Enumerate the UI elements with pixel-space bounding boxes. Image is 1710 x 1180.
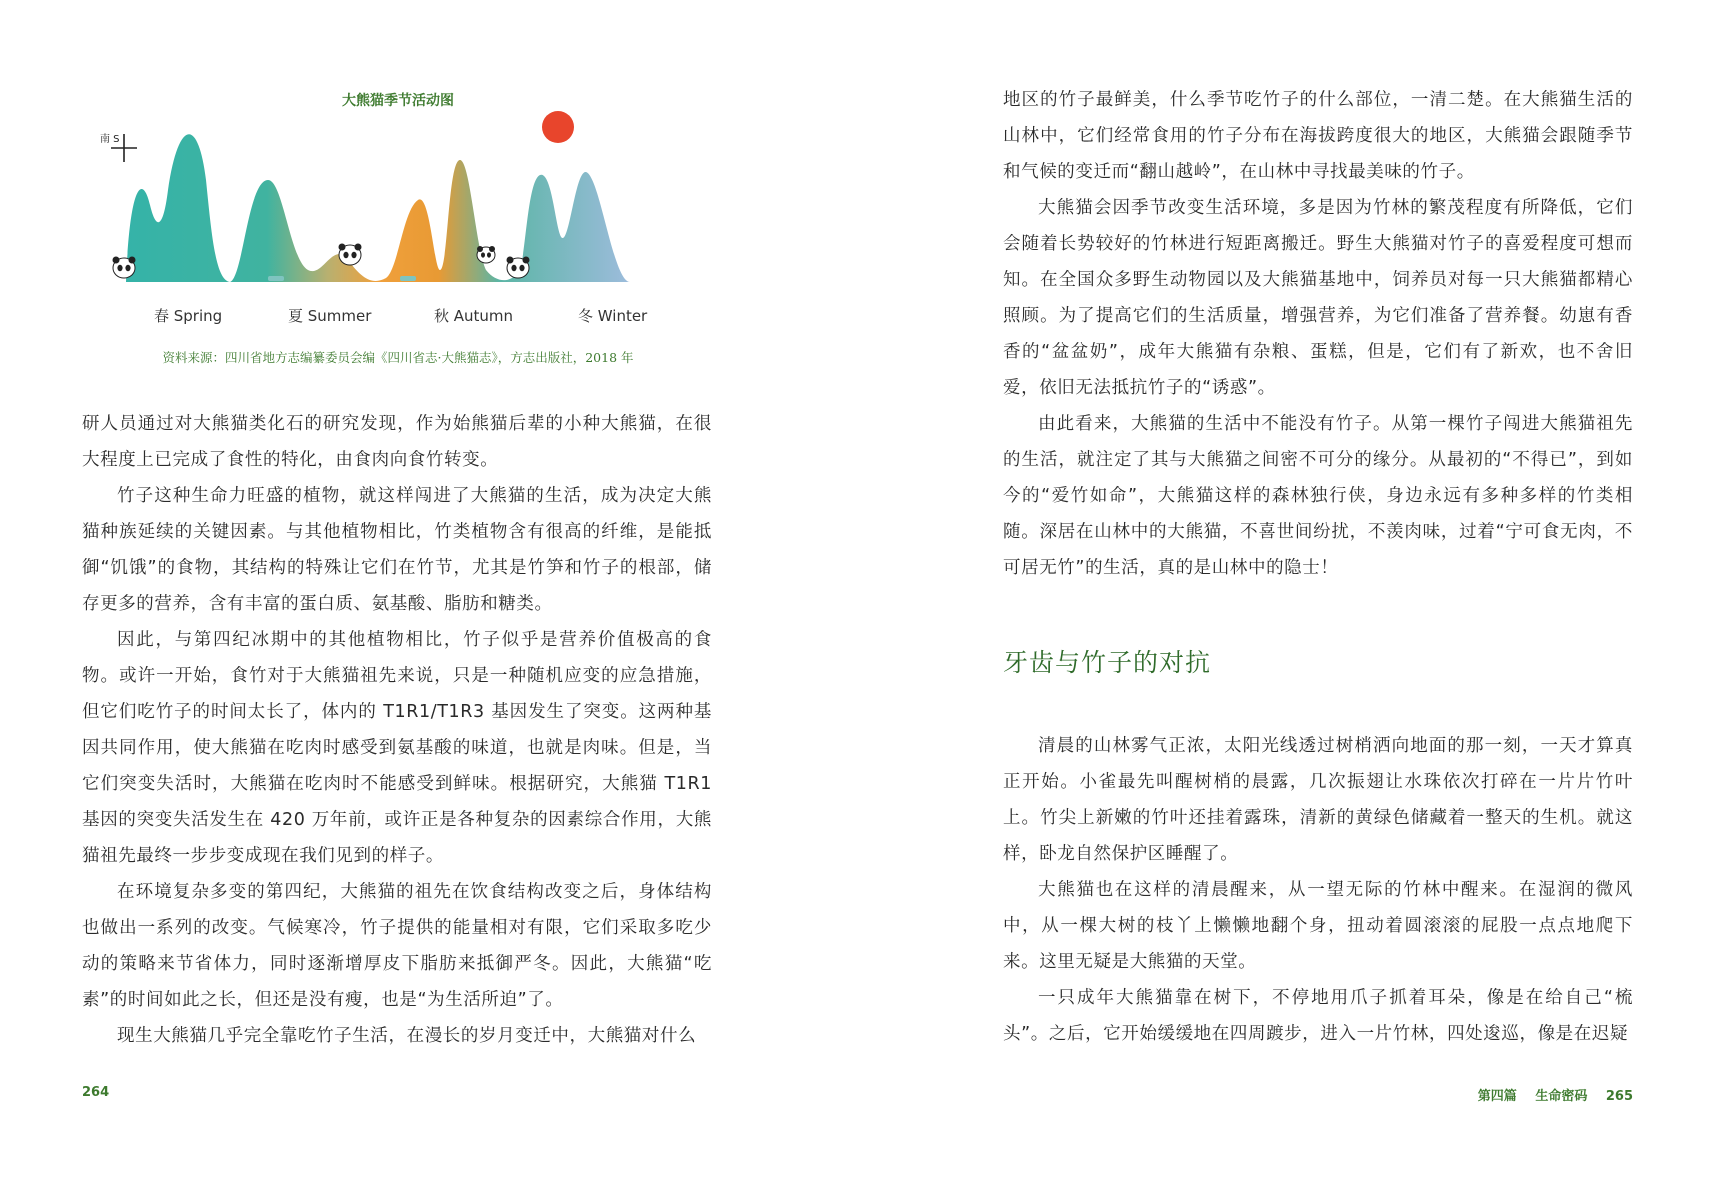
- paragraph: 地区的竹子最鲜美，什么季节吃竹子的什么部位，一清二楚。在大熊猫生活的山林中，它们经常食用的竹子分布在海拔跨度很大的地区，大熊猫会跟随季节和气候的变迁而“翻山越岭”，在山林中寻找最美味的竹子。: [1003, 90, 1633, 182]
- season-labels: [108, 305, 688, 329]
- chapter-label: 生命密码: [1535, 1089, 1588, 1104]
- figure-title: 大熊猫季节活动图: [342, 93, 454, 109]
- paragraph: 清晨的山林雾气正浓，太阳光线透过树梢洒向地面的那一刻，一天才算真正开始。小雀最先叫醒树梢的晨露，几次振翅让水珠依次打碎在一片片竹叶上。竹尖上新嫩的竹叶还挂着露珠，清新的黄绿色储藏着一整天的生机。就这样，卧龙自然保护区睡醒了。: [1003, 736, 1633, 864]
- paragraph: 由此看来，大熊猫的生活中不能没有竹子。从第一棵竹子闯进大熊猫祖先的生活，就注定了其与大熊猫之间密不可分的缘分。从最初的“不得已”，到如今的“爱竹如命”，大熊猫这样的森林独行侠，身边永远有多种多样的竹类相随。深居在山林中的大熊猫，不喜世间纷扰，不羡肉味，过着“宁可食无肉，不可居无竹”的生活，真的是山林中的隐士！: [1003, 414, 1633, 578]
- section-heading: 牙齿与竹子的对抗: [1003, 648, 1212, 677]
- sun-icon: [542, 111, 574, 143]
- panda-icon: [477, 246, 495, 263]
- paragraph: 研人员通过对大熊猫类化石的研究发现，作为始熊猫后辈的小种大熊猫，在很大程度上已完成了食性的特化，由食肉向食竹转变。: [82, 414, 712, 470]
- paragraph: 因此，与第四纪冰期中的其他植物相比，竹子似乎是营养价值极高的食物。或许一开始，食竹对于大熊猫祖先来说，只是一种随机应变的应急措施，但它们吃竹子的时间太长了，体内的 T1R1/T1R3 基因发生了突变。这两种基因共同作用，使大熊猫在吃肉时感受到氨基酸的味道，也就是肉味。但是，当它们突变失活时，大熊猫在吃肉时不能感受到鲜味。根据研究，大熊猫 T1R1 基因的突变失活发生在 420 万年前，或许正是各种复杂的因素综合作用，大熊猫祖先最终一步步变成现在我们见到的样子。: [82, 630, 712, 866]
- panda-icon: [113, 257, 136, 279]
- paragraph: 大熊猫会因季节改变生活环境，多是因为竹林的繁茂程度有所降低，它们会随着长势较好的竹林进行短距离搬迁。野生大熊猫对竹子的喜爱程度可想而知。在全国众多野生动物园以及大熊猫基地中，饲养员对每一只大熊猫都精心照顾。为了提高它们的生活质量，增强营养，为它们准备了营养餐。幼崽有香香的“盆盆奶”，成年大熊猫有杂粮、蛋糕，但是，它们有了新欢，也不舍旧爱，依旧无法抵抗竹子的“诱惑”。: [1003, 198, 1633, 398]
- right-body-text-bottom: [1003, 728, 1633, 1052]
- right-body-text-top: [1003, 82, 1633, 586]
- figure-source: 资料来源：四川省地方志编纂委员会编《四川省志·大熊猫志》，方志出版社，2018 年: [162, 350, 634, 365]
- season-activity-chart: [100, 120, 688, 305]
- panda-icon: [339, 244, 362, 266]
- panda-icon: [507, 257, 530, 279]
- paragraph: 在环境复杂多变的第四纪，大熊猫的祖先在饮食结构改变之后，身体结构也做出一系列的改变。气候寒冷，竹子提供的能量相对有限，它们采取多吃少动的策略来节省体力，同时逐渐增厚皮下脂肪来抵御严冬。因此，大熊猫“吃素”的时间如此之长，但还是没有瘦，也是“为生活所迫”了。: [82, 882, 712, 1010]
- page-number-right: 265: [1605, 1089, 1633, 1104]
- page-number-left: 264: [82, 1085, 110, 1100]
- part-label: 第四篇: [1477, 1089, 1517, 1104]
- mountain-silhouette: [126, 134, 630, 282]
- left-body-text: [82, 406, 712, 1054]
- paragraph: 竹子这种生命力旺盛的植物，就这样闯进了大熊猫的生活，成为决定大熊猫种族延续的关键因素。与其他植物相比，竹类植物含有很高的纤维，是能抵御“饥饿”的食物，其结构的特殊让它们在竹节，尤其是竹笋和竹子的根部，储存更多的营养，含有丰富的蛋白质、氨基酸、脂肪和糖类。: [82, 486, 712, 614]
- season-label-autumn: 秋 Autumn: [434, 307, 514, 325]
- season-label-summer: 夏 Summer: [288, 307, 372, 325]
- season-activity-figure: [100, 82, 688, 382]
- running-footer-right: [1003, 1085, 1633, 1104]
- season-label-winter: 冬 Winter: [578, 307, 648, 325]
- paragraph: 现生大熊猫几乎完全靠吃竹子生活，在漫长的岁月变迁中，大熊猫对什么: [117, 1026, 697, 1046]
- season-label-spring: 春 Spring: [154, 307, 223, 325]
- paragraph: 一只成年大熊猫靠在树下，不停地用爪子抓着耳朵，像是在给自己“梳头”。之后，它开始缓缓地在四周踱步，进入一片竹林，四处逡巡，像是在迟疑: [1003, 988, 1633, 1044]
- compass-label: 南 S: [100, 134, 120, 145]
- paragraph: 大熊猫也在这样的清晨醒来，从一望无际的竹林中醒来。在湿润的微风中，从一棵大树的枝丫上懒懒地翻个身，扭动着圆滚滚的屁股一点点地爬下来。这里无疑是大熊猫的天堂。: [1003, 880, 1633, 972]
